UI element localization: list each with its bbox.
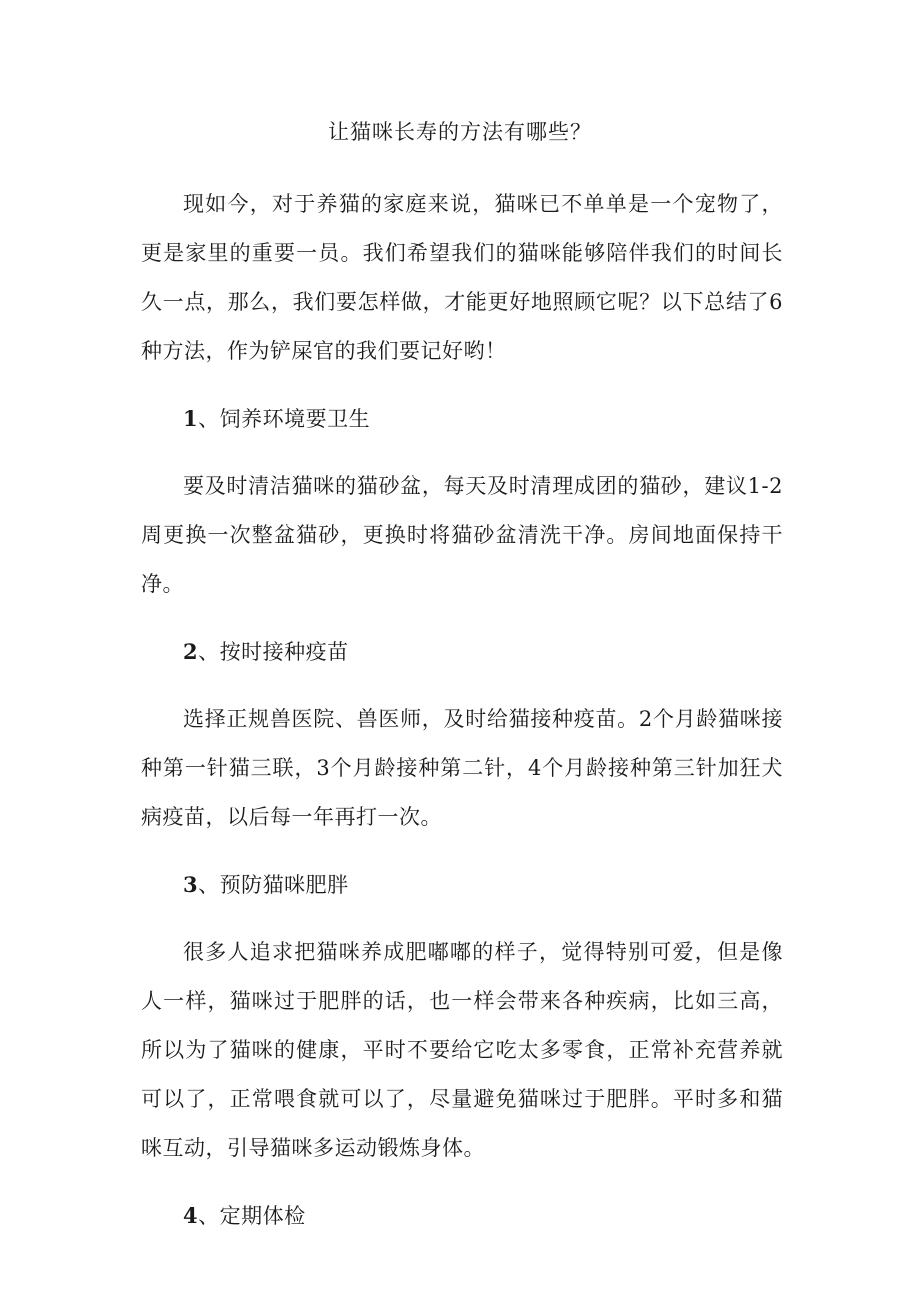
section-paragraph-3: 很多人追求把猫咪养成肥嘟嘟的样子，觉得特别可爱，但是像人一样，猫咪过于肥胖的话，也一样会带来各种疾病，比如三高，所以为了猫咪的健康，平时不要给它吃太多零食，正常补充营养就可以了，正常喂食就可以了，尽量避免猫咪过于肥胖。平时多和猫咪互动，引导猫咪多运动锻炼身体。 — [141, 940, 783, 1160]
section-heading-1 — [141, 394, 783, 444]
section-paragraph-1: 要及时清洁猫咪的猫砂盆，每天及时清理成团的猫砂，建议1-2周更换一次整盆猫砂，更换时将猫砂盆清洗干净。房间地面保持干净。 — [141, 474, 783, 596]
section-heading-text: 、按时接种疫苗 — [198, 640, 349, 664]
section-number: 3 — [183, 872, 199, 897]
section-paragraph-2: 选择正规兽医院、兽医师，及时给猫接种疫苗。2个月龄猫咪接种第一针猫三联，3个月龄接种第二针，4个月龄接种第三针加狂犬病疫苗，以后每一年再打一次。 — [141, 707, 783, 829]
section-number: 1 — [183, 406, 199, 431]
section-heading-text: 、定期体检 — [198, 1204, 306, 1228]
section-number: 2 — [183, 639, 199, 664]
document-title: 让猫咪长寿的方法有哪些？ — [328, 120, 592, 144]
intro-paragraph: 现如今，对于养猫的家庭来说，猫咪已不单单是一个宠物了，更是家里的重要一员。我们希望我们的猫咪能够陪伴我们的时间长久一点，那么，我们要怎样做，才能更好地照顾它呢？以下总结了6种方法，作为铲屎官的我们要记好哟！ — [141, 192, 783, 363]
section-number: 4 — [183, 1203, 199, 1228]
section-heading-3 — [141, 860, 783, 910]
section-heading-2 — [141, 627, 783, 677]
document-body — [141, 180, 783, 1241]
section-heading-text: 、饲养环境要卫生 — [198, 407, 371, 431]
section-heading-4 — [141, 1191, 783, 1241]
section-heading-text: 、预防猫咪肥胖 — [198, 873, 349, 897]
